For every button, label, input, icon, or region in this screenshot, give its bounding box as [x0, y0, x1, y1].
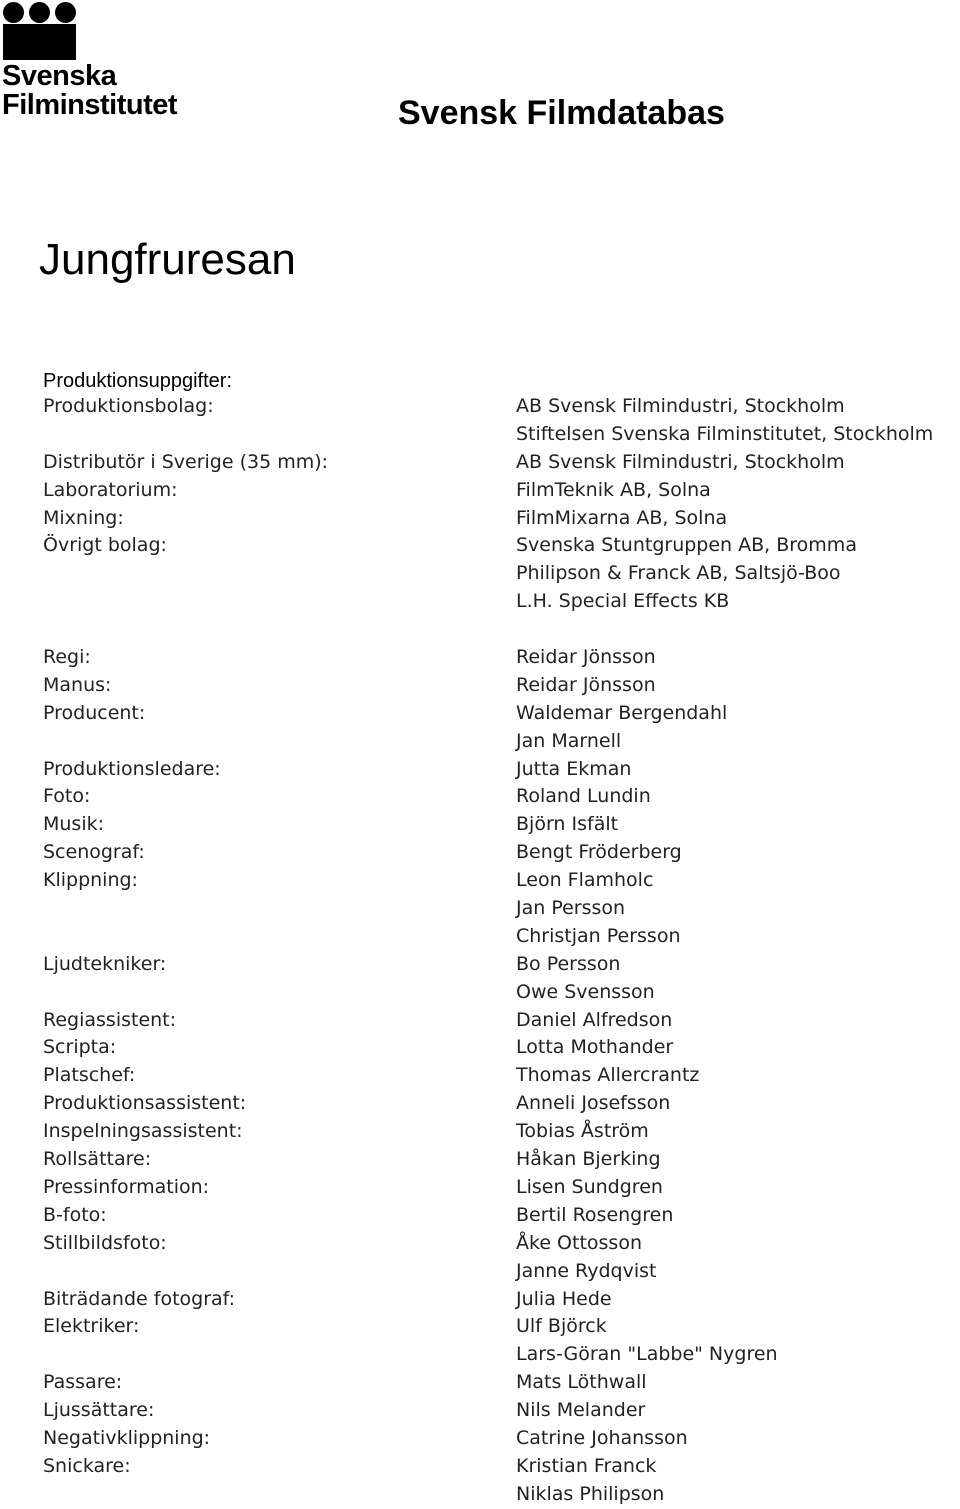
credit-label: Ljussättare:: [43, 1399, 155, 1422]
credit-labels-column: [43, 393, 493, 1509]
credit-label: Snickare:: [43, 1454, 131, 1477]
credit-value: Daniel Alfredson: [516, 1008, 673, 1031]
credit-label: Distributör i Sverige (35 mm):: [43, 450, 329, 473]
credit-value: Janne Rydqvist: [516, 1259, 657, 1282]
credit-value: Thomas Allercrantz: [516, 1064, 700, 1087]
credit-value: Mats Löthwall: [516, 1371, 647, 1394]
credit-value: Ulf Björck: [516, 1315, 607, 1338]
credit-value: [516, 616, 960, 644]
credit-label: Elektriker:: [43, 1315, 140, 1338]
credit-label: Negativklippning:: [43, 1426, 211, 1449]
credit-label: Producent:: [43, 701, 146, 724]
site-title: Svensk Filmdatabas: [398, 94, 725, 132]
credit-label: Mixning:: [43, 506, 124, 529]
credit-value: Owe Svensson: [516, 980, 655, 1003]
credit-value: Catrine Johansson: [516, 1426, 688, 1449]
credit-value: Bengt Fröderberg: [516, 841, 682, 864]
credit-value: Philipson & Franck AB, Saltsjö-Boo: [516, 562, 841, 585]
credit-value: Nils Melander: [516, 1399, 646, 1422]
credit-label: Manus:: [43, 673, 112, 696]
credit-value: Jutta Ekman: [516, 757, 632, 780]
credit-label: [43, 895, 493, 923]
credit-value: AB Svensk Filmindustri, Stockholm: [516, 450, 845, 473]
credit-value: Björn Isfält: [516, 813, 619, 836]
credit-value: Tobias Åström: [516, 1120, 649, 1143]
credit-value: Kristian Franck: [516, 1454, 657, 1477]
logo-wordmark: Svenska Filminstitutet: [2, 60, 178, 121]
credit-value: FilmTeknik AB, Solna: [516, 478, 711, 501]
credit-label: Övrigt bolag:: [43, 534, 167, 557]
credit-value: Jan Marnell: [516, 729, 622, 752]
credit-label: Scenograf:: [43, 841, 145, 864]
credit-value: Christjan Persson: [516, 924, 681, 947]
credit-value: Lisen Sundgren: [516, 1175, 663, 1198]
credit-label: Ljudtekniker:: [43, 952, 167, 975]
credit-value: Lotta Mothander: [516, 1036, 674, 1059]
credit-value: L.H. Special Effects KB: [516, 590, 730, 613]
credit-label: [43, 979, 493, 1007]
section-heading-produktionsuppgifter: Produktionsuppgifter:: [43, 370, 233, 392]
credit-label: Musik:: [43, 813, 105, 836]
credit-value: Bo Persson: [516, 952, 621, 975]
credit-label: Regiassistent:: [43, 1008, 177, 1031]
credit-label: Pressinformation:: [43, 1175, 210, 1198]
credit-label: [43, 1341, 493, 1369]
credit-label: [43, 923, 493, 951]
credit-label: [43, 560, 493, 588]
credit-value: FilmMixarna AB, Solna: [516, 506, 728, 529]
credit-value: Niklas Philipson: [516, 1482, 665, 1505]
credit-label: [43, 1258, 493, 1286]
credit-label: Klippning:: [43, 869, 138, 892]
credit-label: Passare:: [43, 1371, 123, 1394]
credit-label: B-foto:: [43, 1203, 107, 1226]
credit-label: Laboratorium:: [43, 478, 178, 501]
credit-label: [43, 421, 493, 449]
credit-value: Leon Flamholc: [516, 869, 654, 892]
credit-value: Stiftelsen Svenska Filminstitutet, Stockholm: [516, 422, 934, 445]
credit-label: Biträdande fotograf:: [43, 1287, 236, 1310]
credit-label: Regi:: [43, 646, 91, 669]
credit-label: [43, 616, 493, 644]
credit-value: Reidar Jönsson: [516, 646, 656, 669]
credit-value: Svenska Stuntgruppen AB, Bromma: [516, 534, 857, 557]
credit-value: Jan Persson: [516, 897, 626, 920]
credit-label: [43, 588, 493, 616]
credit-label: Rollsättare:: [43, 1148, 152, 1171]
credit-label: [43, 1481, 493, 1509]
credit-values-column: [516, 393, 960, 1509]
credit-label: Platschef:: [43, 1064, 136, 1087]
credit-label: Scripta:: [43, 1036, 117, 1059]
credit-label: Stillbildsfoto:: [43, 1231, 167, 1254]
credit-value: Roland Lundin: [516, 785, 651, 808]
credit-label: Produktionsbolag:: [43, 395, 214, 417]
credit-value: Julia Hede: [516, 1287, 612, 1310]
credit-value: Waldemar Bergendahl: [516, 701, 728, 724]
credit-label: Produktionsledare:: [43, 757, 221, 780]
credit-value: Anneli Josefsson: [516, 1092, 671, 1115]
credit-label: [43, 728, 493, 756]
credit-value: Reidar Jönsson: [516, 673, 656, 696]
credit-value: Bertil Rosengren: [516, 1203, 674, 1226]
credit-label: Foto:: [43, 785, 91, 808]
film-title: Jungfruresan: [39, 235, 296, 284]
credit-value: AB Svensk Filmindustri, Stockholm: [516, 395, 845, 417]
credit-value: Håkan Bjerking: [516, 1148, 661, 1171]
credit-label: Inspelningsassistent:: [43, 1120, 243, 1143]
logo-square-icon: [3, 24, 76, 60]
svenska-filminstitutet-logo: [0, 0, 210, 130]
credit-value: Lars-Göran "Labbe" Nygren: [516, 1343, 778, 1366]
credit-value: Åke Ottosson: [516, 1231, 642, 1254]
credit-label: Produktionsassistent:: [43, 1092, 247, 1115]
